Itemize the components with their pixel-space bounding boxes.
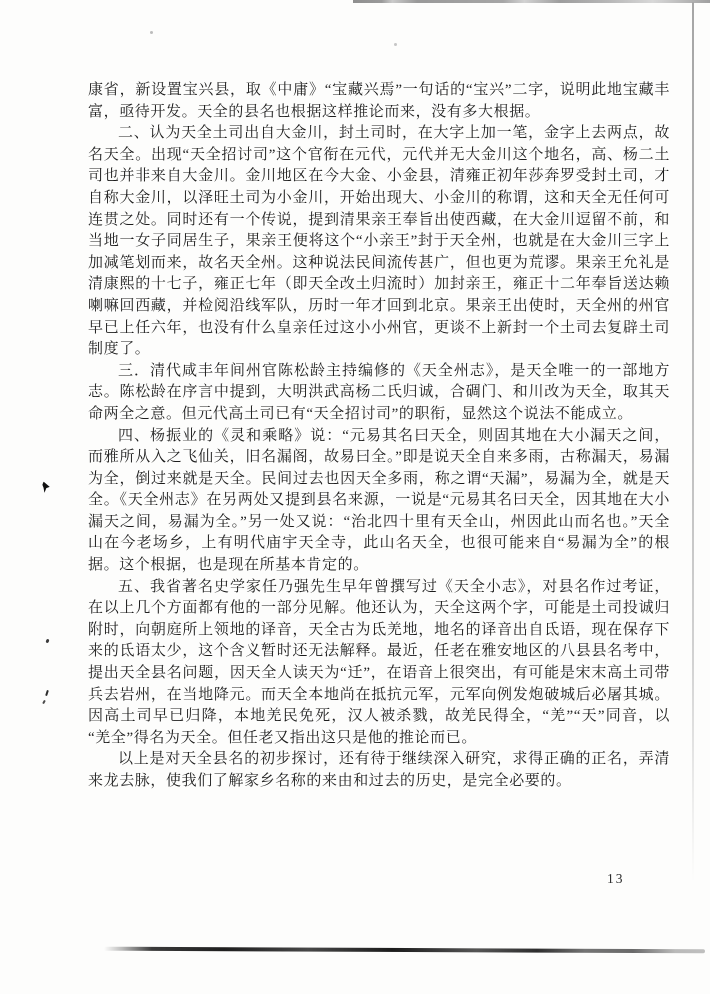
paragraph-point-4: 四、杨振业的《灵和乘略》说：“元易其名曰天全，则固其地在大小漏天之间，而雅所从入之飞仙关，旧名漏阁，故易曰全。”即是说天全自来多雨，古称漏天，易漏为全，倒过来就是天全。民间过去也因天全多雨，称之谓“天漏”，易漏为全，就是天全。《天全州志》在另两处又提到县名来源，一说是“元易其名曰天全，因其地在大小漏天之间，易漏为全。”另一处又说：“治北四十里有天全山，州因此山而名也。”天全山在今老场乡，上有明代庙宇天全寺，此山名天全，也很可能来自“易漏为全”的根据。这个根据，也是现在所基本肯定的。 [88,427,670,574]
page-number: 13 [607,871,625,886]
document-body-text [88,80,670,793]
scan-top-edge-artifact [353,0,710,3]
paragraph-point-2: 二、认为天全土司出自大金川，封土司时，在大字上加一笔，金字上去两点，故名天全。出现“天全招讨司”这个官衔在元代，元代并无大金川这个地名，高、杨二土司也并非来自大金川。金川地区在今大金、小金县，清雍正初年莎奔罗受封土司，才自称大金川，以泽旺土司为小金川，开始出现大、小金川的称谓，这和天全无任何可连贯之处。同时还有一个传说，提到清果亲王奉旨出使西藏，在大金川逗留不前，和当地一女子同居生子，果亲王便将这个“小亲王”封于天全州，也就是在大金川三字上加减笔划而来，故名天全州。这种说法民间流传甚广，但也更为荒谬。果亲王允礼是清康熙的十七子，雍正七年（即天全改土归流时）加封亲王，雍正十二年奉旨送达赖喇嘛回西藏，并检阅沿线军队，历时一年才回到北京。果亲王出使时，天全州的州官早已上任六年，也没有什么皇亲任过这小小州官，更谈不上新封一个土司去复辟土司制度了。 [88,125,670,358]
scan-right-edge-artifact [692,2,694,882]
paragraph-conclusion: 以上是对天全县名的初步探讨，还有待于继续深入研究，求得正确的正名，弄清来龙去脉，使我们了解家乡名称的来由和过去的历史，是完全必要的。 [88,751,670,789]
margin-ink-mark [41,481,50,493]
margin-ink-speck [45,639,49,644]
margin-ink-speck [45,690,49,696]
paragraph-point-3: 三．清代咸丰年间州官陈松龄主持编修的《天全州志》，是天全唯一的一部地方志。陈松龄在序言中提到，大明洪武高杨二氏归诚，合碉门、和川改为天全，取其天命两全之意。但元代高土司已有“天全招讨司”的职衔，显然这个说法不能成立。 [88,362,670,422]
margin-ink-speck [42,700,46,704]
paragraph-continuation: 康省，新设置宝兴县，取《中庸》“宝藏兴焉”一句话的“宝兴”二字，说明此地宝藏丰富，亟待开发。天全的县名也根据这样推论而来，没有多大根据。 [88,82,670,120]
scan-speck [150,31,153,34]
scan-bottom-edge-artifact [104,947,705,953]
paragraph-point-5: 五、我省著名史学家任乃强先生早年曾撰写过《天全小志》，对县名作过考证，在以上几个方面都有他的一部分见解。他还认为，天全这两个字，可能是土司投诚归附时，向朝庭所上领地的译音，天全古为氐羌地，地名的译音出自氐语，现在保存下来的氐语太少，这个含义暂时还无法解释。最近，任老在雅安地区的八县县名考中，提出天全县名问题，因天全人读天为“迁”，在语音上很突出，有可能是宋末高土司带兵去岩州，在当地降元。而天全本地尚在抵抗元军，元军向例发炮破城后必屠其城。因高土司早已归降，本地羌民免死，汉人被杀戮，故羌民得全，“羌”“天”同音，以“羌全”得名为天全。但任老又指出这只是他的推论而已。 [88,578,670,746]
scan-speck [394,43,397,46]
